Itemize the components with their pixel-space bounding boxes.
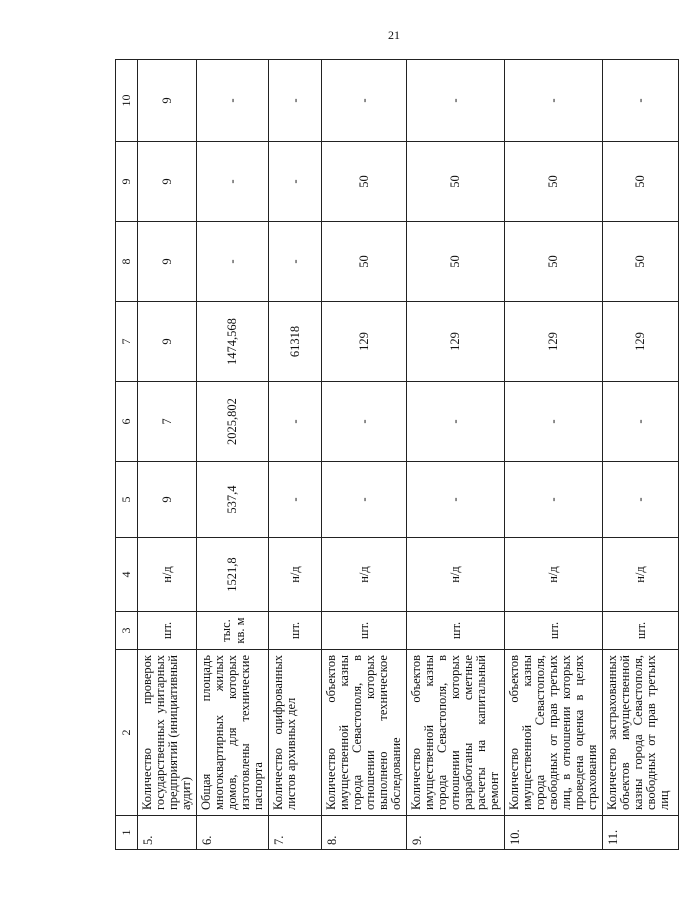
header-cell: 10 <box>116 60 138 142</box>
value-cell: 50 <box>603 222 679 302</box>
value-cell: - <box>269 462 322 538</box>
value-cell: н/д <box>603 538 679 612</box>
value-cell: 129 <box>407 302 505 382</box>
value-cell: - <box>407 462 505 538</box>
value-cell: - <box>505 462 603 538</box>
value-cell: - <box>407 60 505 142</box>
value-cell: - <box>322 60 407 142</box>
row-number: 5. <box>138 816 197 850</box>
header-cell: 8 <box>116 222 138 302</box>
indicator-name: Количество объектов имущественной казны города Севастополя, свободных от прав третьих лиц, в отношении которых проведена оценка в целях страхования <box>505 650 603 816</box>
header-cell: 5 <box>116 462 138 538</box>
value-cell: 129 <box>322 302 407 382</box>
value-cell: 1521,8 <box>197 538 269 612</box>
row-number: 9. <box>407 816 505 850</box>
unit-cell: шт. <box>407 612 505 650</box>
header-cell: 2 <box>116 650 138 816</box>
value-cell: - <box>505 60 603 142</box>
header-cell: 1 <box>116 816 138 850</box>
indicator-name: Общая площадь многоквартирных жилых домов, для которых изготовлены технические паспорта <box>197 650 269 816</box>
table-region <box>115 60 671 850</box>
value-cell: - <box>197 60 269 142</box>
header-cell: 3 <box>116 612 138 650</box>
value-cell: н/д <box>269 538 322 612</box>
row-number: 7. <box>269 816 322 850</box>
row-number: 6. <box>197 816 269 850</box>
table-row <box>269 60 322 850</box>
value-cell: 50 <box>322 222 407 302</box>
value-cell: 537,4 <box>197 462 269 538</box>
value-cell: н/д <box>407 538 505 612</box>
indicator-name: Количество застрахованных объектов имущественной казны города Севастополя, свободных от прав третьих лиц <box>603 650 679 816</box>
value-cell: 61318 <box>269 302 322 382</box>
table-row <box>603 60 679 850</box>
indicators-table <box>115 59 679 850</box>
unit-cell: шт. <box>603 612 679 650</box>
row-number: 10. <box>505 816 603 850</box>
indicator-name: Количество оцифрованных листов архивных дел <box>269 650 322 816</box>
value-cell: н/д <box>322 538 407 612</box>
table-row <box>322 60 407 850</box>
value-cell: - <box>269 142 322 222</box>
value-cell: 129 <box>505 302 603 382</box>
value-cell: 50 <box>505 142 603 222</box>
value-cell: - <box>322 382 407 462</box>
table-row <box>505 60 603 850</box>
value-cell: 9 <box>138 142 197 222</box>
row-number: 11. <box>603 816 679 850</box>
header-cell: 4 <box>116 538 138 612</box>
value-cell: - <box>197 222 269 302</box>
unit-cell: шт. <box>269 612 322 650</box>
header-cell: 7 <box>116 302 138 382</box>
table-row <box>407 60 505 850</box>
header-row <box>116 60 138 850</box>
indicator-name: Количество объектов имущественной казны города Севастополя, в отношении которых выполнено техническое обследование <box>322 650 407 816</box>
value-cell: 2025,802 <box>197 382 269 462</box>
unit-cell: шт. <box>322 612 407 650</box>
value-cell: 50 <box>407 222 505 302</box>
value-cell: 9 <box>138 302 197 382</box>
indicator-name: Количество проверок государственных унитарных предприятий (инициативный аудит) <box>138 650 197 816</box>
value-cell: 50 <box>322 142 407 222</box>
value-cell: - <box>603 60 679 142</box>
value-cell: - <box>603 382 679 462</box>
value-cell: 9 <box>138 60 197 142</box>
value-cell: - <box>269 382 322 462</box>
row-number: 8. <box>322 816 407 850</box>
value-cell: - <box>603 462 679 538</box>
value-cell: 7 <box>138 382 197 462</box>
value-cell: 50 <box>603 142 679 222</box>
value-cell: - <box>322 462 407 538</box>
unit-cell: шт. <box>138 612 197 650</box>
value-cell: н/д <box>505 538 603 612</box>
value-cell: - <box>197 142 269 222</box>
value-cell: - <box>505 382 603 462</box>
unit-cell: тыс. кв. м <box>197 612 269 650</box>
indicator-name: Количество объектов имущественной казны города Севастополя, в отношении которых разработаны сметные расчеты на капитальный ремонт <box>407 650 505 816</box>
value-cell: 9 <box>138 462 197 538</box>
value-cell: - <box>407 382 505 462</box>
header-cell: 6 <box>116 382 138 462</box>
value-cell: 50 <box>505 222 603 302</box>
table-row <box>197 60 269 850</box>
unit-cell: шт. <box>505 612 603 650</box>
header-cell: 9 <box>116 142 138 222</box>
table-row <box>138 60 197 850</box>
value-cell: 50 <box>407 142 505 222</box>
value-cell: н/д <box>138 538 197 612</box>
page-number: 21 <box>388 28 400 42</box>
value-cell: 129 <box>603 302 679 382</box>
value-cell: 1474,568 <box>197 302 269 382</box>
rotated-table-container <box>115 60 671 850</box>
value-cell: 9 <box>138 222 197 302</box>
value-cell: - <box>269 222 322 302</box>
value-cell: - <box>269 60 322 142</box>
